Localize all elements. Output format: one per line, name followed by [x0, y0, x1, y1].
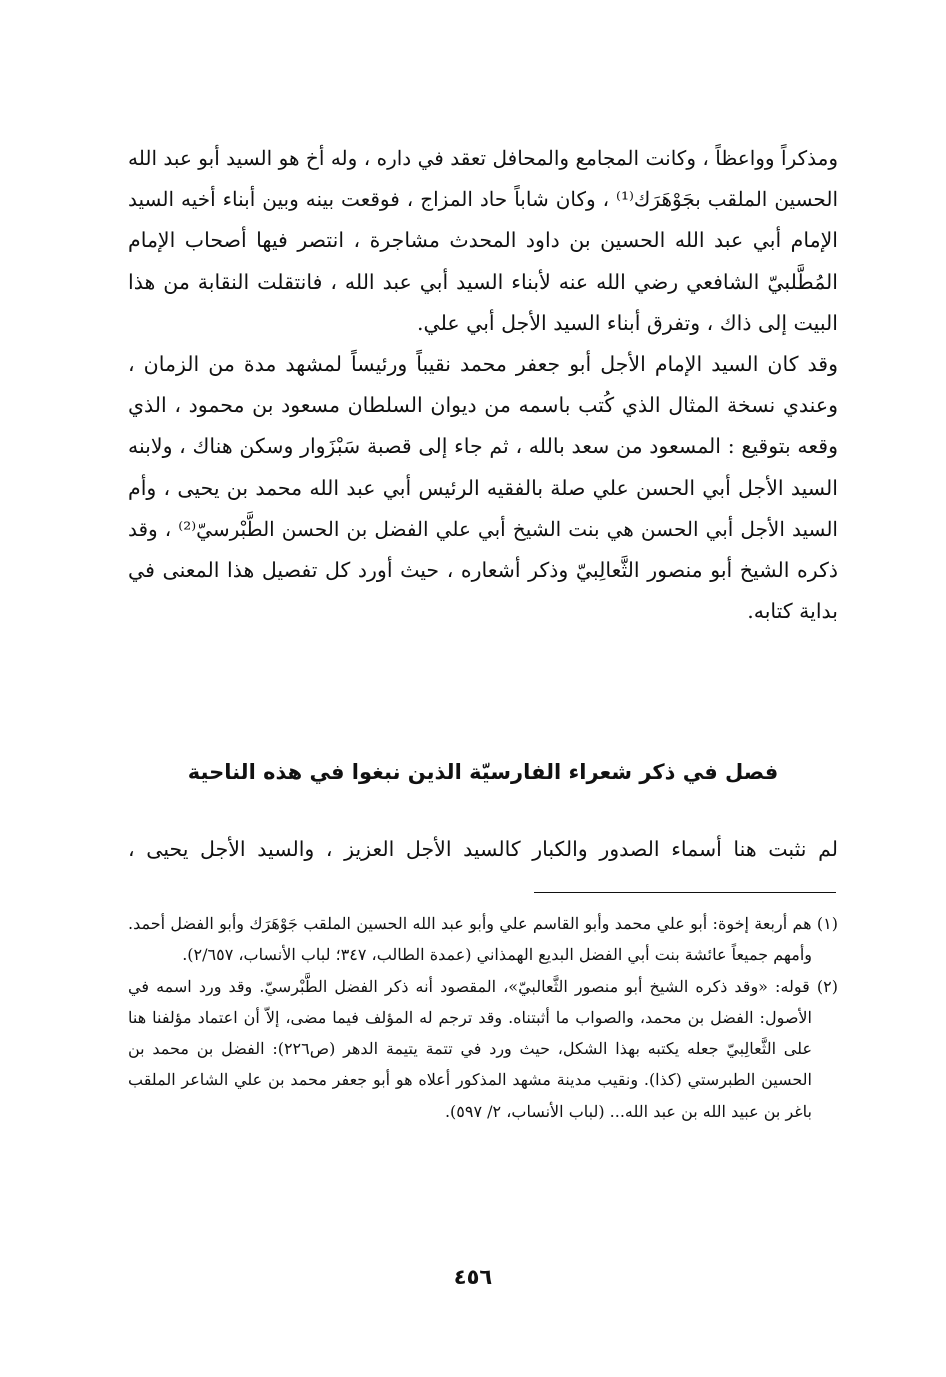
text-line: بداية كتابه. — [747, 599, 838, 624]
footnotes — [128, 908, 838, 1127]
text-line: لم نثبت هنا أسماء الصدور والكبار كالسيد الأجل العزيز ، والسيد الأجل يحيى ، — [128, 837, 838, 861]
footnote-2 — [128, 971, 838, 1127]
text-line: ومذكراً وواعظاً ، وكانت المجامع والمحافل تعقد في داره ، وله أخ هو السيد أبو عبد الله — [128, 146, 838, 170]
footnote-line: وأمهم جميعاً عائشة بنت أبي الفضل البديع الهمذاني (عمدة الطالب، ٣٤٧؛ لباب الأنساب، ٢/٦٥٧). — [182, 945, 812, 965]
footnote-line: الأصول: الفضل بن محمد، والصواب ما أثبتناه. وقد ترجم له المؤلف فيما مضى، إلاّ أن اعتماد مؤلفنا هنا — [128, 1007, 812, 1027]
footnote-divider — [534, 892, 836, 893]
text-line: وقد كان السيد الإمام الأجل أبو جعفر محمد نقيباً ورئيساً لمشهد مدة من الزمان ، — [128, 351, 838, 376]
footnote-line: الحسين الطبرستي (كذا). ونقيب مدينة مشهد المذكور أعلاه هو أبو جعفر محمد بن علي الشاعر الملقب — [128, 1070, 813, 1090]
text-line: المُطَّلبيّ الشافعي رضي الله عنه لأبناء السيد أبي عبد الله ، فانتقلت النقابة من هذا — [128, 269, 838, 294]
paragraph-2 — [128, 344, 838, 632]
paragraph-3 — [128, 829, 838, 870]
text-line: الحسين الملقب بجَوْهَرَك⁽¹⁾ ، وكان شاباً حاد المزاج ، فوقعت بينه وبين أبناء أخيه السيد — [128, 187, 838, 212]
text-line: السيد الأجل أبي الحسن علي صلة بالفقيه الرئيس أبي عبد الله محمد بن يحيى ، وأم — [128, 475, 838, 500]
footnote-line: (٢) قوله: «وقد ذكره الشيخ أبو منصور الثَّعالبيّ»، المقصود أنه ذكر الفضل الطَّبْرسيّ. وقد ورد اسمه في — [128, 976, 838, 996]
paragraph-1 — [128, 138, 838, 344]
footnote-line: على الثَّعالِبيّ جعله يكتبه بهذا الشكل، حيث ورد في تتمة يتيمة الدهر (ص٢٢٦): الفضل بن محمد بن — [128, 1039, 812, 1059]
main-text — [128, 138, 838, 632]
section-heading: فصل في ذكر شعراء الفارسيّة الذين نبغوا في هذه الناحية — [187, 760, 779, 784]
text-line: وعندي نسخة المثال الذي كُتب باسمه من ديوان السلطان مسعود بن محمود ، الذي — [128, 393, 838, 418]
text-line: البيت إلى ذاك ، وتفرق أبناء السيد الأجل أبي علي. — [417, 310, 838, 335]
footnote-1 — [128, 908, 838, 971]
text-line: وقعه بتوقيع : المسعود من سعد بالله ، ثم جاء إلى قصبة سَبْزَوار وسكن هناك ، ولابنه — [128, 434, 838, 459]
text-line: ذكره الشيخ أبو منصور الثَّعالِبيّ وذكر أشعاره ، حيث أورد كل تفصيل هذا المعنى في — [128, 557, 838, 582]
footnote-line: باغر بن عبيد الله بن عبد الله... (لباب الأنساب، ٢/ ٥٩٧). — [444, 1101, 812, 1121]
footnote-line: (١) هم أربعة إخوة: أبو علي محمد وأبو القاسم علي وأبو عبد الله الحسين الملقب جَوْهَرَك وأبو الفضل أحمد. — [128, 914, 838, 933]
text-line: السيد الأجل أبي الحسن هي بنت الشيخ أبي علي الفضل بن الحسن الطَّبْرسيّ⁽²⁾ ، وقد — [128, 516, 838, 541]
text-line: الإمام أبي عبد الله الحسين بن داود المحدث مشاجرة ، انتصر فيها أصحاب الإمام — [128, 228, 838, 253]
page-number: ٤٥٦ — [453, 1265, 493, 1289]
